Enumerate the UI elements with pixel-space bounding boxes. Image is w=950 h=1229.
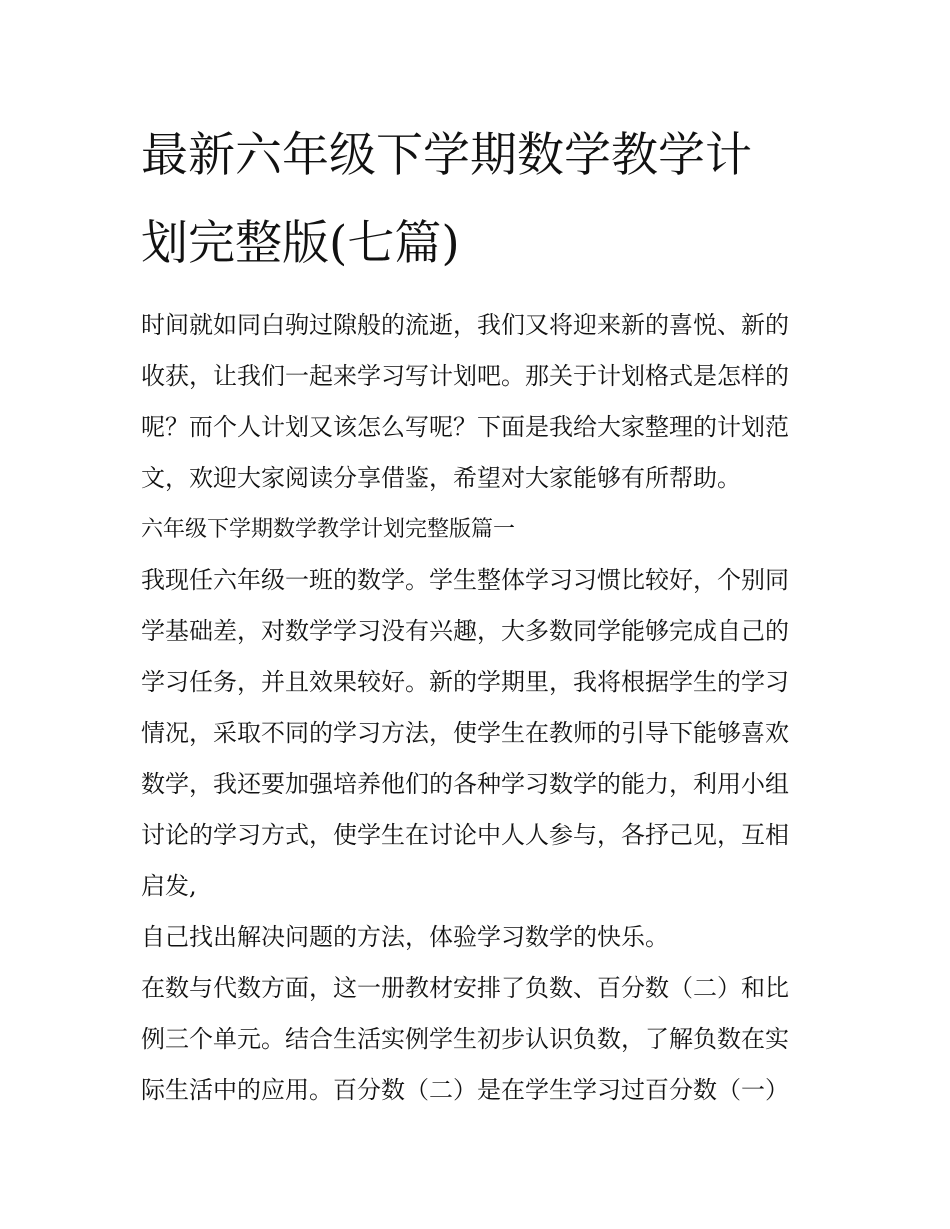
paragraph-3-line-1: 在数与代数方面，这一册教材安排了负数、百分数（二）和比 xyxy=(141,974,789,1002)
paragraph-3-line-3: 际生活中的应用。百分数（二）是在学生学习过百分数（一） xyxy=(141,1076,789,1104)
paragraph-3 xyxy=(141,963,821,1116)
paragraph-1-line-6: 讨论的学习方式，使学生在讨论中人人参与，各抒己见，互相 xyxy=(141,821,789,849)
document-body xyxy=(141,300,821,1116)
paragraph-1-line-2: 学基础差，对数学学习没有兴趣，大多数同学能够完成自己的 xyxy=(141,617,789,645)
title-line-2: 划完整版(七篇) xyxy=(141,216,460,271)
intro-line-4: 文，欢迎大家阅读分享借鉴，希望对大家能够有所帮助。 xyxy=(141,464,741,492)
intro-line-2: 收获，让我们一起来学习写计划吧。那关于计划格式是怎样的 xyxy=(141,362,789,390)
document-content xyxy=(141,112,821,1116)
paragraph-3-line-2: 例三个单元。结合生活实例学生初步认识负数，了解负数在实 xyxy=(141,1025,789,1053)
document-title xyxy=(141,112,821,288)
intro-paragraph xyxy=(141,300,821,504)
paragraph-2 xyxy=(141,912,821,963)
paragraph-1-line-3: 学习任务，并且效果较好。新的学期里，我将根据学生的学习 xyxy=(141,668,789,696)
section-heading: 六年级下学期数学教学计划完整版篇一 xyxy=(141,517,516,542)
paragraph-1-line-4: 情况，采取不同的学习方法，使学生在教师的引导下能够喜欢 xyxy=(141,719,789,747)
paragraph-1-line-1: 我现任六年级一班的数学。学生整体学习习惯比较好，个别同 xyxy=(141,566,789,594)
paragraph-1 xyxy=(141,555,821,912)
title-line-1: 最新六年级下学期数学教学计 xyxy=(141,128,752,183)
intro-line-1: 时间就如同白驹过隙般的流逝，我们又将迎来新的喜悦、新的 xyxy=(141,311,789,339)
intro-line-3: 呢？而个人计划又该怎么写呢？下面是我给大家整理的计划范 xyxy=(141,413,789,441)
paragraph-1-line-7: 启发, xyxy=(141,872,197,900)
paragraph-1-line-5: 数学，我还要加强培养他们的各种学习数学的能力，利用小组 xyxy=(141,770,789,798)
paragraph-2-line-1: 自己找出解决问题的方法，体验学习数学的快乐。 xyxy=(141,923,669,951)
